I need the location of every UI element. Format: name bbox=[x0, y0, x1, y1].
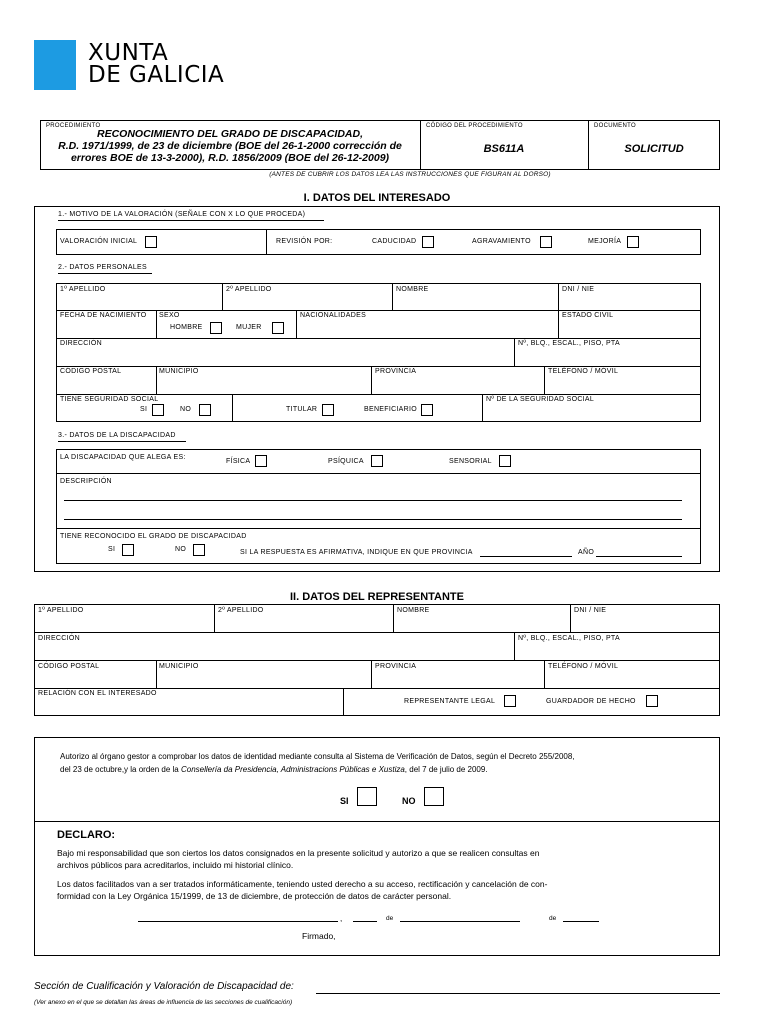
agravamiento-checkbox[interactable] bbox=[540, 236, 552, 248]
ano-field[interactable] bbox=[596, 556, 682, 557]
grid-line bbox=[232, 394, 233, 422]
de-label: de bbox=[549, 915, 557, 922]
valoracion-inicial-label: VALORACIÓN INICIAL bbox=[60, 238, 138, 245]
grid-line bbox=[56, 366, 701, 367]
reconocido-si-checkbox[interactable] bbox=[122, 544, 134, 556]
beneficiario-checkbox[interactable] bbox=[421, 404, 433, 416]
rep-dni-label: DNI / NIE bbox=[574, 607, 607, 614]
alega-label: LA DISCAPACIDAD QUE ALEGA ES: bbox=[60, 454, 186, 461]
afirmativa-label: SI LA RESPUESTA ES AFIRMATIVA, INDIQUE EN QUE PROVINCIA bbox=[240, 549, 473, 556]
rep-legal-checkbox[interactable] bbox=[504, 695, 516, 707]
mejoria-checkbox[interactable] bbox=[627, 236, 639, 248]
ano-firma-field[interactable] bbox=[563, 921, 599, 922]
grid-line bbox=[514, 338, 515, 366]
telefono-label: TELÉFONO / MÓVIL bbox=[548, 368, 619, 375]
documento-label: DOCUMENTO bbox=[594, 123, 636, 129]
grid-line bbox=[56, 338, 701, 339]
grid-line bbox=[570, 604, 571, 632]
rep-municipio-label: MUNICIPIO bbox=[159, 663, 199, 670]
procedimiento-title: RECONOCIMIENTO DEL GRADO DE DISCAPACIDAD, R.D. 1971/1999, de 23 de diciembre (BOE del 26-1-2000 corrección de errores BOE de 13-3-2000), R.D. 1856/2009 (BOE del 26-12-2009) bbox=[58, 128, 402, 164]
declaro-title: DECLARO: bbox=[57, 829, 116, 841]
grid-line bbox=[34, 660, 720, 661]
autorizo-no-checkbox[interactable] bbox=[424, 787, 444, 806]
documento-value: SOLICITUD bbox=[624, 143, 684, 155]
divider bbox=[34, 821, 720, 822]
descripcion-line[interactable] bbox=[64, 519, 682, 520]
grid-line bbox=[371, 366, 372, 394]
motivo-title: 1.- MOTIVO DE LA VALORACIÓN (SEÑALE CON X LO QUE PROCEDA) bbox=[58, 211, 306, 218]
hombre-label: HOMBRE bbox=[170, 324, 203, 331]
beneficiario-label: BENEFICIARIO bbox=[364, 406, 417, 413]
grid-line bbox=[34, 688, 720, 689]
grid-line bbox=[156, 310, 157, 338]
firmado-label: Firmado, bbox=[302, 931, 336, 941]
descripcion-label: DESCRIPCIÓN bbox=[60, 478, 112, 485]
caducidad-label: CADUCIDAD bbox=[372, 238, 417, 245]
instructions-note: (ANTES DE CUBRIR LOS DATOS LEA LAS INSTRUCCIONES QUE FIGURAN AL DORSO) bbox=[269, 171, 551, 178]
direccion-label: DIRECCIÓN bbox=[60, 340, 102, 347]
psiquica-label: PSÍQUICA bbox=[328, 458, 364, 465]
grid-line bbox=[214, 604, 215, 632]
autorizo-line1: Autorizo al órgano gestor a comprobar los datos de identidad mediante consulta al Sistema de Verificación de Datos, según el Decreto 255/2008, bbox=[60, 752, 575, 761]
seccion-label: Sección de Cualificación y Valoración de Discapacidad de: bbox=[34, 981, 294, 992]
rep-num-blq-label: Nº, BLQ., ESCAL., PISO, PTA bbox=[518, 635, 620, 642]
rep-provincia-label: PROVINCIA bbox=[375, 663, 417, 670]
reconocido-no-checkbox[interactable] bbox=[193, 544, 205, 556]
autorizo-si-label: SI bbox=[340, 796, 349, 806]
apellido1-label: 1º APELLIDO bbox=[60, 286, 106, 293]
grid-line bbox=[56, 528, 701, 529]
valoracion-inicial-checkbox[interactable] bbox=[145, 236, 157, 248]
autorizo-no-label: NO bbox=[402, 796, 416, 806]
nombre-field[interactable] bbox=[396, 296, 556, 308]
relacion-label: RELACIÓN CON EL INTERESADO bbox=[38, 690, 157, 697]
grid-line bbox=[156, 366, 157, 394]
dni-label: DNI / NIE bbox=[562, 286, 595, 293]
rep-telefono-label: TELÉFONO / MÓVIL bbox=[548, 663, 619, 670]
codigo-value: BS611A bbox=[483, 143, 525, 155]
declaro-p1-l2: archivos públicos para acreditarlos, incluido mi historial clínico. bbox=[57, 860, 294, 870]
sensorial-checkbox[interactable] bbox=[499, 455, 511, 467]
grid-line bbox=[393, 604, 394, 632]
dia-field[interactable] bbox=[353, 921, 377, 922]
num-ss-label: Nº DE LA SEGURIDAD SOCIAL bbox=[486, 396, 595, 403]
grid-line bbox=[544, 660, 545, 688]
grid-line bbox=[482, 394, 483, 422]
autorizo-line2: del 23 de octubre,y la orden de la Consellería da Presidencia, Administracions Públicas e Xustiza, del 7 de julio de 2009. bbox=[60, 765, 488, 774]
personales-title: 2.- DATOS PERSONALES bbox=[58, 264, 147, 271]
rep-direccion-label: DIRECCIÓN bbox=[38, 635, 80, 642]
ano-label: AÑO bbox=[578, 549, 595, 556]
underline bbox=[58, 441, 186, 442]
xunta-logo-text: XUNTA DE GALICIA bbox=[88, 40, 225, 88]
discapacidad-title: 3.- DATOS DE LA DISCAPACIDAD bbox=[58, 432, 176, 439]
seccion-field[interactable] bbox=[316, 993, 720, 994]
sexo-label: SEXO bbox=[159, 312, 180, 319]
comma-separator: , bbox=[340, 914, 343, 923]
grid-line bbox=[392, 283, 393, 310]
mujer-checkbox[interactable] bbox=[272, 322, 284, 334]
grid-line bbox=[514, 632, 515, 660]
grid-line bbox=[558, 310, 559, 338]
autorizo-si-checkbox[interactable] bbox=[357, 787, 377, 806]
caducidad-checkbox[interactable] bbox=[422, 236, 434, 248]
mujer-label: MUJER bbox=[236, 324, 262, 331]
provincia-reconocido-field[interactable] bbox=[480, 556, 572, 557]
nacionalidad-label: NACIONALIDADES bbox=[300, 312, 367, 319]
sensorial-label: SENSORIAL bbox=[449, 458, 492, 465]
reconocido-si-label: SI bbox=[108, 546, 116, 553]
rep-nombre-label: NOMBRE bbox=[397, 607, 430, 614]
divider bbox=[266, 229, 267, 255]
guardador-checkbox[interactable] bbox=[646, 695, 658, 707]
descripcion-line[interactable] bbox=[64, 500, 682, 501]
grid-line bbox=[56, 473, 701, 474]
titular-label: TITULAR bbox=[286, 406, 318, 413]
reconocido-label: TIENE RECONOCIDO EL GRADO DE DISCAPACIDAD bbox=[60, 533, 247, 540]
nombre-label: NOMBRE bbox=[396, 286, 429, 293]
fisica-checkbox[interactable] bbox=[255, 455, 267, 467]
rep-apellido2-label: 2º APELLIDO bbox=[218, 607, 264, 614]
agravamiento-label: AGRAVAMIENTO bbox=[472, 238, 531, 245]
dni-field[interactable] bbox=[562, 296, 698, 308]
apellido1-field[interactable] bbox=[60, 296, 220, 308]
estado-civil-label: ESTADO CIVIL bbox=[562, 312, 614, 319]
xunta-logo-square bbox=[34, 40, 76, 90]
reconocido-no-label: NO bbox=[175, 546, 187, 553]
grid-line bbox=[343, 688, 344, 716]
grid-line bbox=[56, 310, 701, 311]
grid-line bbox=[558, 283, 559, 310]
psiquica-checkbox[interactable] bbox=[371, 455, 383, 467]
apellido2-label: 2º APELLIDO bbox=[226, 286, 272, 293]
seguridad-social-label: TIENE SEGURIDAD SOCIAL bbox=[60, 396, 159, 403]
ss-si-label: SI bbox=[140, 406, 148, 413]
rep-codigo-postal-label: CÓDIGO POSTAL bbox=[38, 663, 100, 670]
grid-line bbox=[56, 394, 701, 395]
rep-legal-label: REPRESENTANTE LEGAL bbox=[404, 698, 496, 705]
grid-line bbox=[296, 310, 297, 338]
procedimiento-label: PROCEDIMIENTO bbox=[46, 123, 101, 129]
grid-line bbox=[371, 660, 372, 688]
grid-line bbox=[544, 366, 545, 394]
underline bbox=[58, 220, 324, 221]
ss-no-label: NO bbox=[180, 406, 192, 413]
declaro-p1-l1: Bajo mi responsabilidad que son ciertos los datos consignados en la presente solicitud y autorizo a que se realicen consultas en bbox=[57, 848, 540, 858]
declaro-p2-l1: Los datos facilitados van a ser tratados informáticamente, teniendo usted derecho a su acceso, rectificación y cancelación de con- bbox=[57, 879, 548, 889]
grid-line bbox=[156, 660, 157, 688]
num-blq-label: Nº, BLQ., ESCAL., PISO, PTA bbox=[518, 340, 620, 347]
grid-line bbox=[222, 283, 223, 310]
apellido2-field[interactable] bbox=[226, 296, 386, 308]
lugar-field[interactable] bbox=[138, 921, 338, 922]
mes-field[interactable] bbox=[400, 921, 520, 922]
hombre-checkbox[interactable] bbox=[210, 322, 222, 334]
section1-title: I. DATOS DEL INTERESADO bbox=[303, 192, 451, 204]
mejoria-label: MEJORÍA bbox=[588, 238, 622, 245]
underline bbox=[58, 273, 152, 274]
declaro-p2-l2: formidad con la Ley Orgánica 15/1999, de 13 de diciembre, de protección de datos de carácter personal. bbox=[57, 891, 452, 901]
de-label: de bbox=[386, 915, 394, 922]
fisica-label: FÍSICA bbox=[226, 458, 251, 465]
provincia-label: PROVINCIA bbox=[375, 368, 417, 375]
section2-title: II. DATOS DEL REPRESENTANTE bbox=[290, 591, 464, 603]
guardador-label: GUARDADOR DE HECHO bbox=[546, 698, 636, 705]
rep-apellido1-label: 1º APELLIDO bbox=[38, 607, 84, 614]
grid-line bbox=[34, 632, 720, 633]
codigo-postal-label: CÓDIGO POSTAL bbox=[60, 368, 122, 375]
codigo-label: CÓDIGO DEL PROCEDIMIENTO bbox=[426, 123, 523, 129]
revision-por-label: REVISIÓN POR: bbox=[276, 238, 333, 245]
ss-no-checkbox[interactable] bbox=[199, 404, 211, 416]
titular-checkbox[interactable] bbox=[322, 404, 334, 416]
anexo-note: (Ver anexo en el que se detallan las áreas de influencia de las secciones de cualificación) bbox=[34, 999, 293, 1006]
municipio-label: MUNICIPIO bbox=[159, 368, 199, 375]
ss-si-checkbox[interactable] bbox=[152, 404, 164, 416]
fecha-nacimiento-label: FECHA DE NACIMIENTO bbox=[60, 312, 147, 319]
